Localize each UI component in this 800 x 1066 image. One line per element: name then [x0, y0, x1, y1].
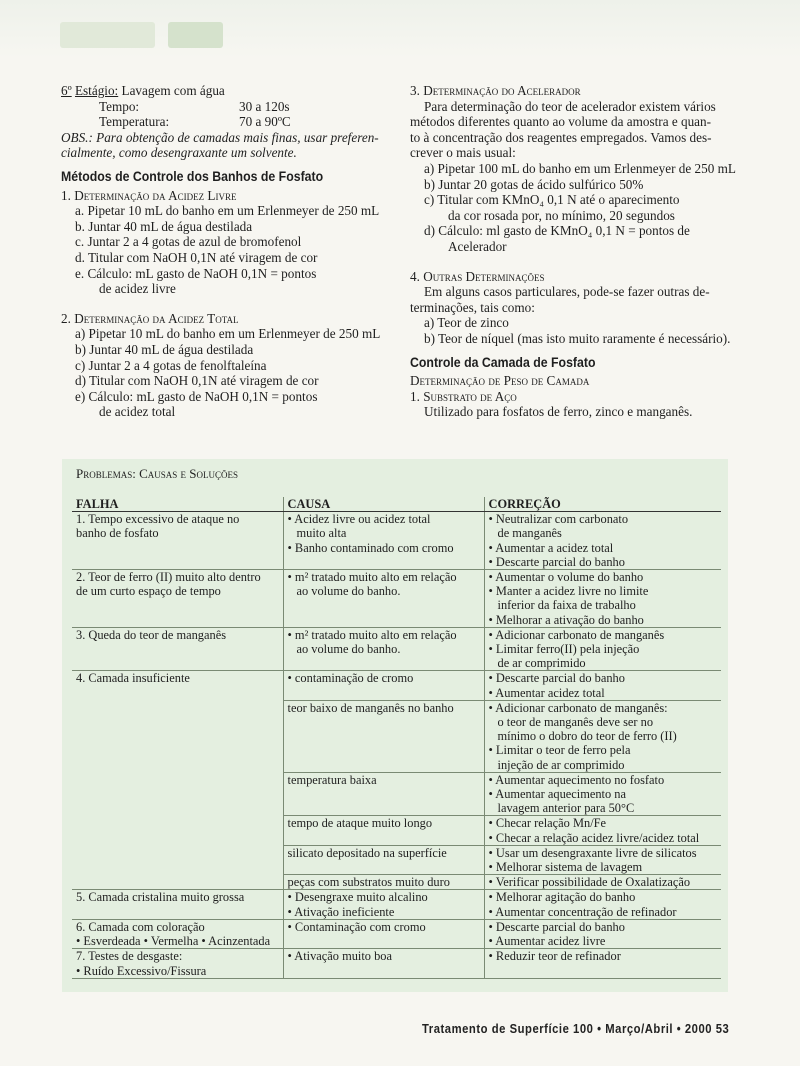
cell-line: • m² tratado muito alto em relação [287, 627, 457, 642]
table-cell-falha [72, 816, 283, 845]
table-cell-falha [72, 627, 283, 671]
subsection-title: 4. Outras Determinações [410, 268, 545, 284]
step-line: Acelerador [448, 238, 507, 254]
obs-line: cialmente, como desengraxante um solvente. [61, 145, 297, 161]
step-line: a) Pipetar 100 mL do banho em um Erlenmeyer de 250 mL [424, 160, 736, 176]
cell-line: peças com substratos muito duro [287, 875, 450, 890]
table-cell-correcao [484, 949, 721, 978]
cell-line: • Aumentar acidez total [488, 685, 605, 700]
table-cell-causa [283, 772, 484, 816]
temp-label: Temperatura: [99, 114, 170, 130]
left-column [61, 83, 391, 420]
cell-line: • Desengraxe muito alcalino [287, 890, 428, 905]
table-cell-correcao [484, 570, 721, 628]
step-line: d) Titular com NaOH 0,1N até viragem de cor [75, 373, 319, 389]
table-cell-falha [72, 949, 283, 978]
table-cell-causa [283, 816, 484, 845]
cell-line: • Aumentar aquecimento no fosfato [488, 772, 665, 787]
subsection-title: 1. Determinação da Acidez Livre [61, 187, 237, 203]
banner-shape [168, 22, 223, 48]
cell-line: • Aumentar a acidez total [488, 540, 614, 555]
column-header: CORREÇÃO [484, 497, 721, 512]
cell-line: teor baixo de manganês no banho [287, 700, 454, 715]
stage6-label: Estágio: [74, 83, 119, 98]
table-cell-correcao [484, 890, 721, 919]
cell-line: • Verificar possibilidade de Oxalatização [488, 875, 691, 890]
cell-line: silicato depositado na superfície [287, 845, 447, 860]
table-cell-correcao [484, 671, 721, 700]
table-row [72, 949, 721, 978]
table-header-row [72, 497, 721, 512]
table-cell-falha [72, 570, 283, 628]
section-heading: Controle da Camada de Fosfato [410, 353, 596, 370]
subsection-title: 1. Substrato de Aço [410, 388, 517, 404]
cell-line: • Contaminação com cromo [287, 919, 426, 934]
table-cell-correcao [484, 627, 721, 671]
step-line: c) Juntar 2 a 4 gotas de fenolftaleína [75, 357, 267, 373]
subsection-title: Determinação de Peso de Camada [410, 373, 590, 389]
cell-line: • Aumentar aquecimento na [488, 787, 626, 802]
cell-line: • Manter a acidez livre no limite [488, 584, 649, 599]
problems-table [72, 497, 721, 979]
table-cell-falha [72, 919, 283, 948]
table-cell-causa [283, 919, 484, 948]
step-line: d) Cálculo: ml gasto de KMnO₄ 0,1 N = pontos de [424, 223, 690, 239]
step-line: da cor rosada por, no mínimo, 20 segundos [448, 207, 675, 223]
banner-shape [60, 22, 155, 48]
cell-line: • Descarte parcial do banho [488, 671, 625, 686]
cell-line: • Neutralizar com carbonato [488, 512, 629, 527]
step-line: c) Titular com KMnO₄ 0,1 N até o aparecimento [424, 192, 680, 208]
paragraph-line: to à concentração dos reagentes empregados. Vamos des- [410, 129, 712, 145]
step-line: b) Juntar 40 mL de água destilada [75, 341, 254, 357]
cell-line: • Melhorar sistema de lavagem [488, 860, 643, 875]
cell-line: ao volume do banho. [296, 584, 401, 599]
cell-line: • Ativação ineficiente [287, 904, 395, 919]
subsection-title: 2. Determinação da Acidez Total [61, 310, 239, 326]
page-footer: Tratamento de Superfície 100 • Março/Abril • 2000 53 [422, 1022, 730, 1036]
problems-box [62, 459, 728, 992]
cell-line: • Reduzir teor de refinador [488, 949, 621, 964]
table-cell-falha [72, 890, 283, 919]
cell-line: banho de fosfato [76, 526, 159, 541]
cell-line: mínimo o dobro do teor de ferro (II) [497, 729, 677, 744]
column-header: FALHA [72, 497, 283, 512]
table-row [72, 627, 721, 671]
step-line: a. Pipetar 10 mL do banho em um Erlenmeyer de 250 mL [75, 203, 380, 219]
obs-line: OBS.: Para obtenção de camadas mais finas, usar preferen- [61, 129, 379, 145]
table-row [72, 512, 721, 570]
cell-line: 5. Camada cristalina muito grossa [76, 890, 245, 905]
cell-line: • Checar relação Mn/Fe [488, 816, 607, 831]
cell-line: • contaminação de cromo [287, 671, 414, 686]
stage6-title [61, 83, 391, 99]
cell-line: de manganês [497, 526, 562, 541]
table-row [72, 845, 721, 874]
table-cell-correcao [484, 919, 721, 948]
step-line: a) Teor de zinco [424, 315, 509, 331]
cell-line: 4. Camada insuficiente [76, 671, 190, 686]
cell-line: de um curto espaço de tempo [76, 584, 221, 599]
paragraph-line: Utilizado para fosfatos de ferro, zinco e manganês. [424, 404, 693, 420]
time-value: 30 a 120s [239, 98, 290, 114]
table-cell-causa [283, 671, 484, 700]
table-cell-causa [283, 512, 484, 570]
table-row [72, 875, 721, 890]
step-line: a) Pipetar 10 mL do banho em um Erlenmeyer de 250 mL [75, 326, 381, 342]
table-cell-falha [72, 512, 283, 570]
top-banner [0, 0, 800, 58]
cell-line: • Limitar o teor de ferro pela [488, 743, 631, 758]
paragraph-line: métodos diferentes quanto ao volume da amostra e quan- [410, 114, 712, 130]
paragraph-line: Para determinação do teor de acelerador existem vários [424, 98, 716, 114]
cell-line: • Banho contaminado com cromo [287, 540, 454, 555]
cell-line: ao volume do banho. [296, 642, 401, 657]
cell-line: • m² tratado muito alto em relação [287, 570, 457, 585]
cell-line: • Adicionar carbonato de manganês [488, 627, 665, 642]
cell-line: • Checar a relação acidez livre/acidez total [488, 830, 700, 845]
table-cell-correcao [484, 875, 721, 890]
cell-line: • Melhorar a ativação do banho [488, 612, 644, 627]
cell-line: muito alta [296, 526, 347, 541]
table-cell-causa [283, 890, 484, 919]
time-label: Tempo: [99, 98, 140, 114]
cell-line: • Aumentar o volume do banho [488, 570, 644, 585]
cell-line: 6. Camada com coloração [76, 919, 205, 934]
cell-line: • Ruído Excessivo/Fissura [76, 963, 207, 978]
table-cell-falha [72, 671, 283, 700]
table-cell-causa [283, 627, 484, 671]
cell-line: tempo de ataque muito longo [287, 816, 433, 831]
cell-line: de ar comprimido [497, 656, 586, 671]
cell-line: • Descarte parcial do banho [488, 919, 625, 934]
cell-line: • Esverdeada • Vermelha • Acinzentada [76, 934, 271, 949]
stage6-rest: Lavagem com água [118, 83, 225, 98]
stage6-time [61, 99, 391, 115]
cell-line: inferior da faixa de trabalho [497, 598, 636, 613]
table-cell-causa [283, 875, 484, 890]
stage6-num: 6º [61, 83, 72, 98]
table-cell-causa [283, 845, 484, 874]
table-row [72, 890, 721, 919]
table-row [72, 919, 721, 948]
table-row [72, 700, 721, 772]
cell-line: 7. Testes de desgaste: [76, 949, 183, 964]
step-line: b. Juntar 40 mL de água destilada [75, 218, 253, 234]
cell-line: temperatura baixa [287, 772, 377, 787]
step-line: b) Teor de níquel (mas isto muito raramente é necessário). [424, 330, 731, 346]
subsection-title: 3. Determinação do Acelerador [410, 83, 581, 98]
table-row [72, 671, 721, 700]
table-cell-causa [283, 570, 484, 628]
cell-line: • Usar um desengraxante livre de silicatos [488, 845, 697, 860]
paragraph-line: Em alguns casos particulares, pode-se fazer outras de- [424, 284, 710, 300]
cell-line: • Descarte parcial do banho [488, 554, 625, 569]
table-cell-correcao [484, 512, 721, 570]
table-cell-falha [72, 845, 283, 874]
cell-line: 3. Queda do teor de manganês [76, 627, 227, 642]
paragraph-line: crever o mais usual: [410, 145, 516, 161]
stage6-temp [61, 114, 391, 130]
cell-line: 1. Tempo excessivo de ataque no [76, 512, 240, 527]
column-header: CAUSA [283, 497, 484, 512]
step-line: b) Juntar 20 gotas de ácido sulfúrico 50% [424, 176, 644, 192]
cell-line: • Ativação muito boa [287, 949, 392, 964]
box-title: Problemas: Causas e Soluções [76, 466, 239, 481]
table-cell-correcao [484, 816, 721, 845]
step-line: c. Juntar 2 a 4 gotas de azul de bromofenol [75, 234, 302, 250]
table-row [72, 772, 721, 816]
table-row [72, 816, 721, 845]
right-column [410, 83, 740, 420]
cell-line: • Aumentar concentração de refinador [488, 904, 677, 919]
cell-line: • Adicionar carbonato de manganês: [488, 700, 668, 715]
table-cell-correcao [484, 845, 721, 874]
step-line: e) Cálculo: mL gasto de NaOH 0,1N = pontos [75, 388, 318, 404]
table-cell-falha [72, 875, 283, 890]
cell-line: lavagem anterior para 50°C [497, 801, 635, 816]
cell-line: 2. Teor de ferro (II) muito alto dentro [76, 570, 261, 585]
table-cell-correcao [484, 700, 721, 772]
step-line: de acidez livre [99, 281, 176, 297]
temp-value: 70 a 90ºC [239, 114, 291, 130]
table-cell-falha [72, 700, 283, 772]
step-line: d. Titular com NaOH 0,1N até viragem de cor [75, 249, 318, 265]
section-heading: Métodos de Controle dos Banhos de Fosfato [61, 167, 324, 184]
step-line: de acidez total [99, 404, 176, 420]
step-line: e. Cálculo: mL gasto de NaOH 0,1N = pontos [75, 265, 317, 281]
table-cell-causa [283, 949, 484, 978]
table-row [72, 570, 721, 628]
cell-line: • Limitar ferro(II) pela injeção [488, 642, 640, 657]
cell-line: • Acidez livre ou acidez total [287, 512, 431, 527]
cell-line: o teor de manganês deve ser no [497, 715, 654, 730]
cell-line: • Melhorar agitação do banho [488, 890, 636, 905]
table-cell-correcao [484, 772, 721, 816]
cell-line: injeção de ar comprimido [497, 757, 625, 772]
cell-line: • Aumentar acidez livre [488, 934, 606, 949]
paragraph-line: terminações, tais como: [410, 299, 535, 315]
table-cell-causa [283, 700, 484, 772]
table-cell-falha [72, 772, 283, 816]
